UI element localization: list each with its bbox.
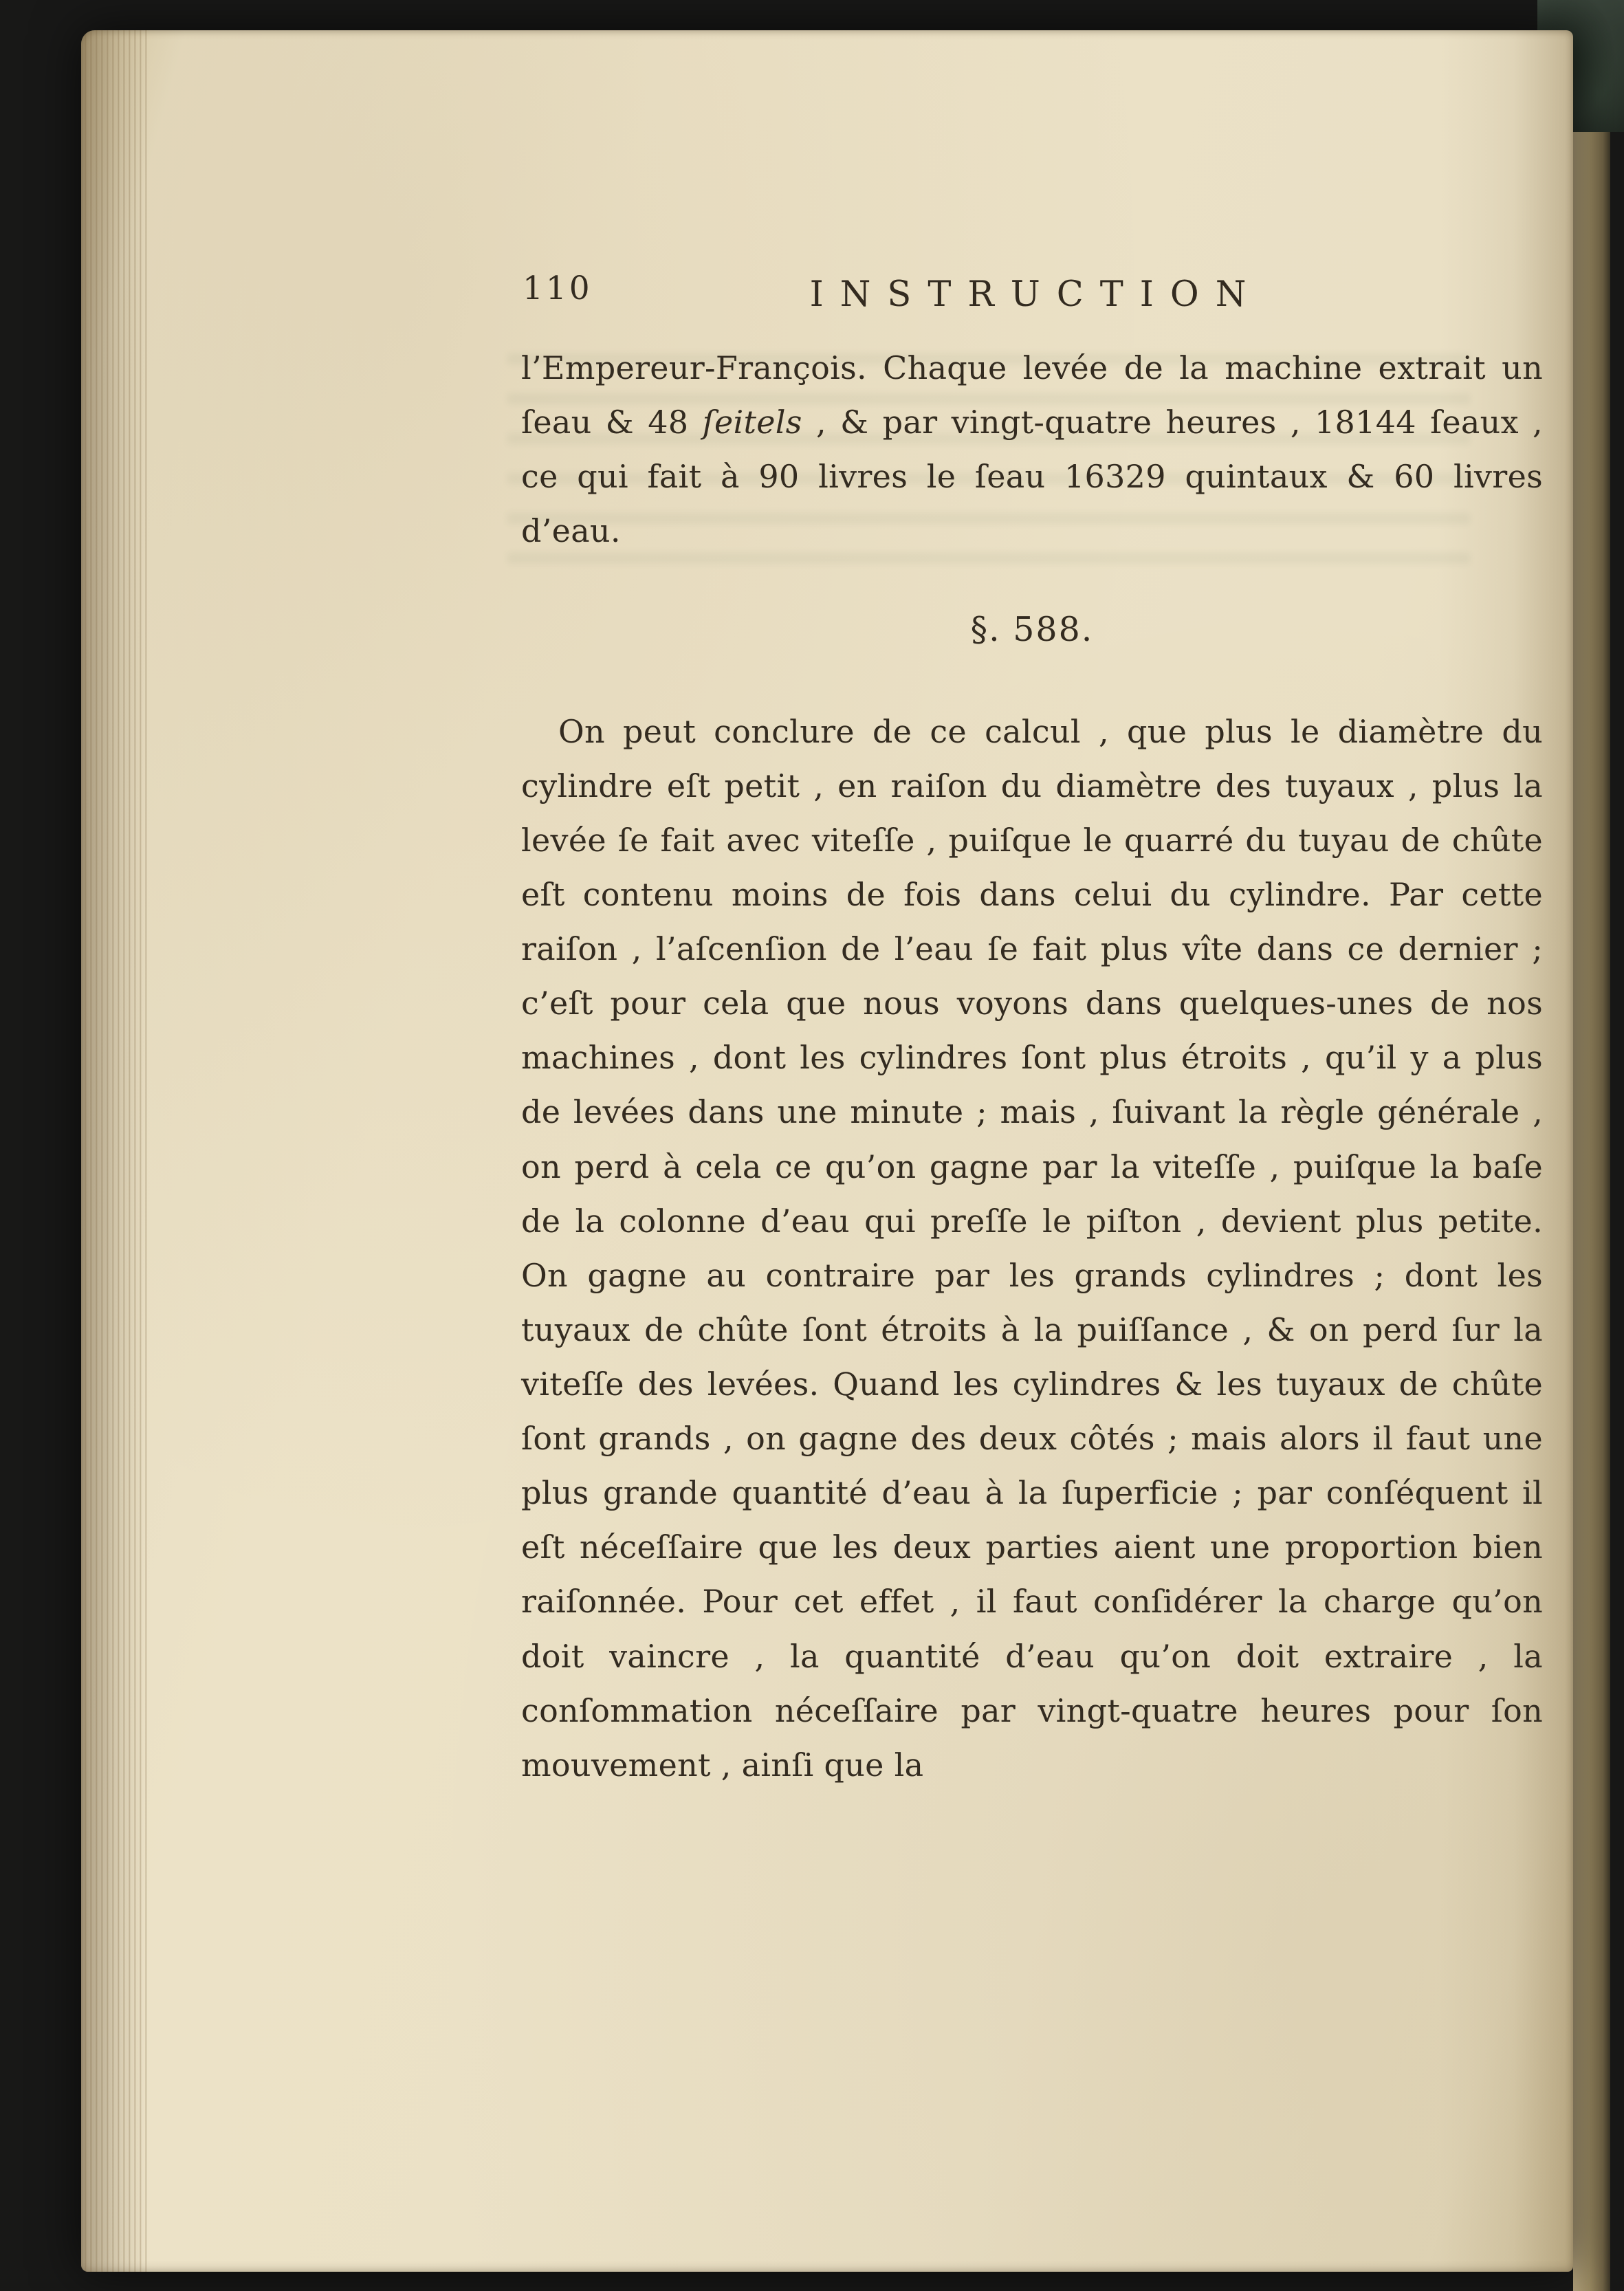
paragraph-text-post: , & par vingt-quatre heures , 18144 ſeaux , ce qui fait à 90 livres le ſeau 16329 quintaux & 60 livres d’eau. <box>521 404 1543 550</box>
page-number: 110 <box>523 270 593 307</box>
italic-term: ſeitels <box>702 404 802 441</box>
stacked-page-edges <box>81 30 147 2272</box>
paragraph-text-pre: l’Empereur-François. Chaque levée de la machine extrait un ſeau & 48 <box>521 349 1543 441</box>
running-title: INSTRUCTION <box>809 274 1263 315</box>
adjacent-page-edge <box>1573 0 1610 2291</box>
book-page <box>81 30 1573 2272</box>
page-header <box>521 268 1543 315</box>
page-content <box>521 268 1543 1793</box>
paragraph-continuation <box>521 341 1543 558</box>
section-heading: §. 588. <box>970 610 1094 650</box>
paragraph-body: On peut conclure de ce calcul , que plus le diamètre du cylindre eſt petit , en raiſon du diamètre des tuyaux , plus la levée ſe fait avec viteſſe , puiſque le quarré du tuyau de chûte eſt contenu moins de fois dans celui du cylindre. Par cette raiſon , l’aſcenſion de l’eau ſe fait plus vîte dans ce dernier ; c’eſt pour cela que nous voyons dans quelques-unes de nos machines , dont les cylindres ſont plus étroits , qu’il y a plus de levées dans une minute ; mais , ſuivant la règle générale , on perd à cela ce qu’on gagne par la viteſſe , puiſque la baſe de la colonne d’eau qui preſſe le piſton , devient plus petite. On gagne au contraire par les grands cylindres ; dont les tuyaux de chûte ſont étroits à la puiſſance , & on perd ſur la viteſſe des levées. Quand les cylindres & les tuyaux de chûte ſont grands , on gagne des deux côtés ; mais alors il faut une plus grande quantité d’eau à la ſuperficie ; par conſéquent il eſt néceſſaire que les deux parties aient une proportion bien raiſonnée. Pour cet effet , il faut conſidérer la charge qu’on doit vaincre , la quantité d’eau qu’on doit extraire , la conſommation néceſſaire par vingt-quatre heures pour ſon mouvement , ainſi que la <box>521 712 1543 1784</box>
